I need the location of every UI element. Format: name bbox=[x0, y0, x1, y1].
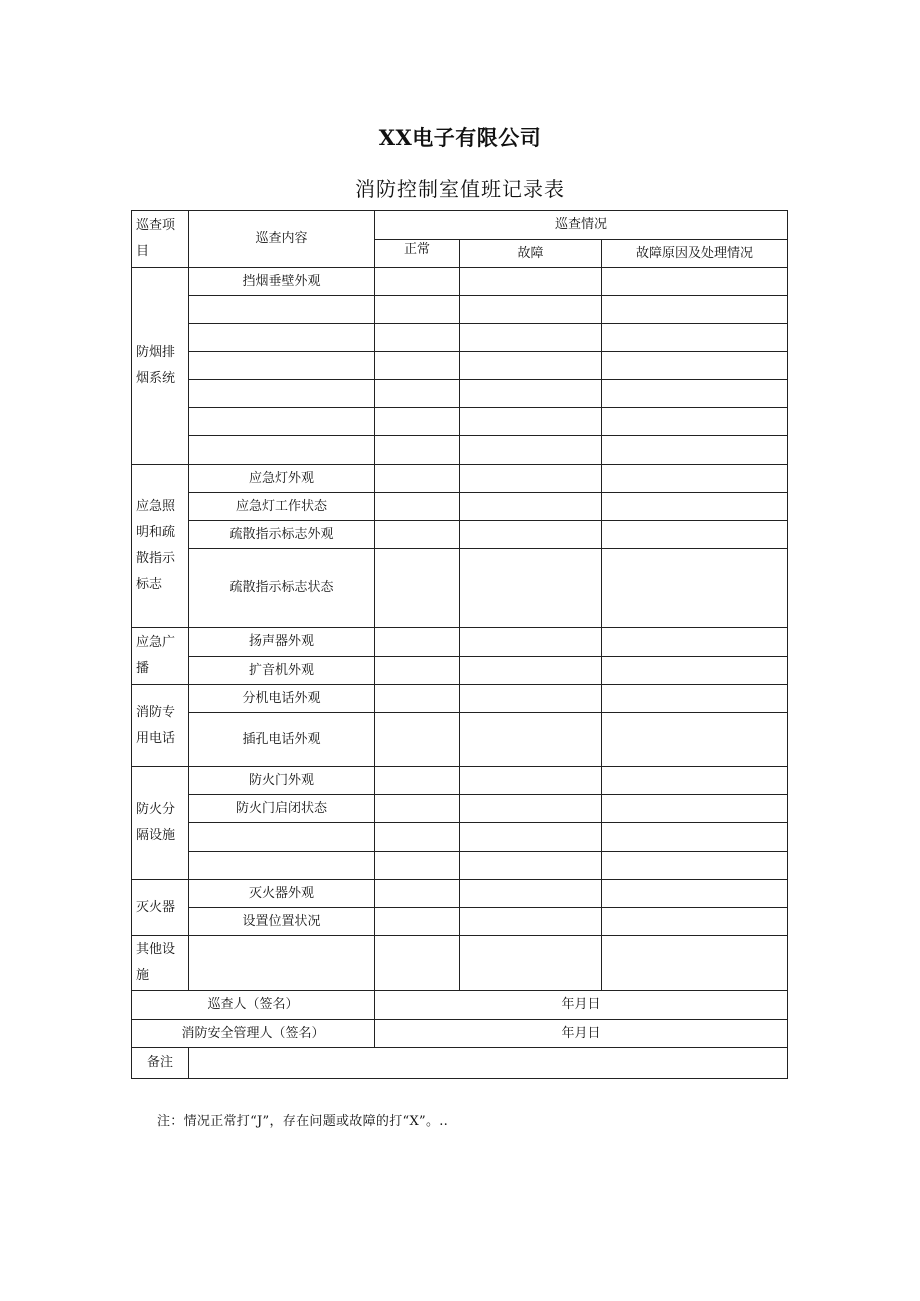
table-row bbox=[132, 657, 788, 685]
fault-reason-cell[interactable] bbox=[602, 880, 788, 908]
category-extinguisher: 灭火器 bbox=[132, 880, 189, 936]
normal-cell[interactable] bbox=[375, 628, 460, 657]
normal-cell[interactable] bbox=[375, 685, 460, 713]
fault-reason-cell[interactable] bbox=[602, 352, 788, 380]
normal-cell[interactable] bbox=[375, 767, 460, 795]
fault-cell[interactable] bbox=[460, 685, 602, 713]
fault-cell[interactable] bbox=[460, 795, 602, 823]
item-cell[interactable] bbox=[189, 936, 375, 991]
inspector-signature-label: 巡查人（签名） bbox=[132, 991, 375, 1020]
fault-reason-cell[interactable] bbox=[602, 549, 788, 628]
table-row bbox=[132, 324, 788, 352]
header-fault-reason: 故障原因及处理情况 bbox=[602, 240, 788, 268]
fault-cell[interactable] bbox=[460, 657, 602, 685]
header-normal: 正常 bbox=[375, 240, 460, 268]
table-row bbox=[132, 685, 788, 713]
item-cell: 扩音机外观 bbox=[189, 657, 375, 685]
normal-cell[interactable] bbox=[375, 823, 460, 852]
fault-cell[interactable] bbox=[460, 880, 602, 908]
item-cell: 疏散指示标志外观 bbox=[189, 521, 375, 549]
fault-reason-cell[interactable] bbox=[602, 685, 788, 713]
normal-cell[interactable] bbox=[375, 380, 460, 408]
fault-cell[interactable] bbox=[460, 823, 602, 852]
normal-cell[interactable] bbox=[375, 465, 460, 493]
fault-cell[interactable] bbox=[460, 936, 602, 991]
item-cell[interactable] bbox=[189, 436, 375, 465]
table-row bbox=[132, 521, 788, 549]
normal-cell[interactable] bbox=[375, 408, 460, 436]
item-cell: 防火门外观 bbox=[189, 767, 375, 795]
fault-cell[interactable] bbox=[460, 268, 602, 296]
item-cell[interactable] bbox=[189, 380, 375, 408]
table-row bbox=[132, 408, 788, 436]
fault-reason-cell[interactable] bbox=[602, 657, 788, 685]
fault-reason-cell[interactable] bbox=[602, 628, 788, 657]
table-row bbox=[132, 823, 788, 852]
normal-cell[interactable] bbox=[375, 936, 460, 991]
fault-reason-cell[interactable] bbox=[602, 380, 788, 408]
manager-signature-label: 消防安全管理人（签名） bbox=[132, 1020, 375, 1048]
normal-cell[interactable] bbox=[375, 436, 460, 465]
item-cell[interactable] bbox=[189, 852, 375, 880]
fault-cell[interactable] bbox=[460, 713, 602, 767]
table-row bbox=[132, 352, 788, 380]
item-cell[interactable] bbox=[189, 296, 375, 324]
item-cell: 设置位置状况 bbox=[189, 908, 375, 936]
fault-reason-cell[interactable] bbox=[602, 713, 788, 767]
table-row bbox=[132, 852, 788, 880]
item-cell[interactable] bbox=[189, 408, 375, 436]
category-fire-separation: 防火分隔设施 bbox=[132, 767, 189, 880]
normal-cell[interactable] bbox=[375, 908, 460, 936]
table-row bbox=[132, 713, 788, 767]
normal-cell[interactable] bbox=[375, 324, 460, 352]
table-row bbox=[132, 465, 788, 493]
fault-cell[interactable] bbox=[460, 296, 602, 324]
remarks-row bbox=[132, 1048, 788, 1079]
form-title: 消防控制室值班记录表 bbox=[355, 177, 565, 201]
table-row bbox=[132, 908, 788, 936]
fault-reason-cell[interactable] bbox=[602, 908, 788, 936]
fault-reason-cell[interactable] bbox=[602, 767, 788, 795]
fault-cell[interactable] bbox=[460, 408, 602, 436]
normal-cell[interactable] bbox=[375, 352, 460, 380]
category-phone: 消防专用电话 bbox=[132, 685, 189, 767]
table-row bbox=[132, 936, 788, 991]
manager-date[interactable]: 年月日 bbox=[375, 1020, 788, 1048]
table-row bbox=[132, 436, 788, 465]
normal-cell[interactable] bbox=[375, 795, 460, 823]
fault-cell[interactable] bbox=[460, 628, 602, 657]
normal-cell[interactable] bbox=[375, 880, 460, 908]
normal-cell[interactable] bbox=[375, 713, 460, 767]
fault-reason-cell[interactable] bbox=[602, 493, 788, 521]
fault-cell[interactable] bbox=[460, 380, 602, 408]
item-cell: 插孔电话外观 bbox=[189, 713, 375, 767]
fault-cell[interactable] bbox=[460, 465, 602, 493]
fault-cell[interactable] bbox=[460, 324, 602, 352]
fault-reason-cell[interactable] bbox=[602, 324, 788, 352]
normal-cell[interactable] bbox=[375, 657, 460, 685]
normal-cell[interactable] bbox=[375, 549, 460, 628]
item-cell: 灭火器外观 bbox=[189, 880, 375, 908]
fault-cell[interactable] bbox=[460, 352, 602, 380]
remarks-label: 备注 bbox=[132, 1048, 189, 1079]
item-cell: 分机电话外观 bbox=[189, 685, 375, 713]
header-fault: 故障 bbox=[460, 240, 602, 268]
remarks-field[interactable] bbox=[189, 1048, 788, 1079]
footnote: 注：情况正常打“J”，存在问题或故障的打“X”。.. bbox=[157, 1114, 449, 1129]
table-row bbox=[132, 880, 788, 908]
fault-cell[interactable] bbox=[460, 852, 602, 880]
category-lighting: 应急照明和疏散指示标志 bbox=[132, 465, 189, 628]
item-cell[interactable] bbox=[189, 823, 375, 852]
table-row bbox=[132, 296, 788, 324]
normal-cell[interactable] bbox=[375, 521, 460, 549]
item-cell: 防火门启闭状态 bbox=[189, 795, 375, 823]
fault-reason-cell[interactable] bbox=[602, 268, 788, 296]
normal-cell[interactable] bbox=[375, 268, 460, 296]
item-cell: 应急灯外观 bbox=[189, 465, 375, 493]
item-cell: 扬声器外观 bbox=[189, 628, 375, 657]
item-cell: 应急灯工作状态 bbox=[189, 493, 375, 521]
table-row bbox=[132, 795, 788, 823]
duty-record-table bbox=[131, 210, 788, 1079]
header-item: 巡查项目 bbox=[132, 211, 189, 268]
item-cell: 挡烟垂壁外观 bbox=[189, 268, 375, 296]
item-cell[interactable] bbox=[189, 352, 375, 380]
fault-reason-cell[interactable] bbox=[602, 436, 788, 465]
signature-row bbox=[132, 1020, 788, 1048]
table-row bbox=[132, 268, 788, 296]
fault-cell[interactable] bbox=[460, 767, 602, 795]
normal-cell[interactable] bbox=[375, 493, 460, 521]
table-row bbox=[132, 380, 788, 408]
fault-reason-cell[interactable] bbox=[602, 408, 788, 436]
table-row bbox=[132, 628, 788, 657]
category-smoke: 防烟排烟系统 bbox=[132, 268, 189, 465]
signature-row bbox=[132, 991, 788, 1020]
fault-reason-cell[interactable] bbox=[602, 296, 788, 324]
table-row bbox=[132, 549, 788, 628]
fault-reason-cell[interactable] bbox=[602, 823, 788, 852]
company-name: XX电子有限公司 bbox=[378, 125, 542, 150]
normal-cell[interactable] bbox=[375, 852, 460, 880]
fault-cell[interactable] bbox=[460, 549, 602, 628]
fault-cell[interactable] bbox=[460, 521, 602, 549]
fault-cell[interactable] bbox=[460, 436, 602, 465]
item-cell[interactable] bbox=[189, 324, 375, 352]
fault-cell[interactable] bbox=[460, 493, 602, 521]
category-other: 其他设施 bbox=[132, 936, 189, 991]
fault-reason-cell[interactable] bbox=[602, 465, 788, 493]
fault-reason-cell[interactable] bbox=[602, 936, 788, 991]
header-status: 巡查情况 bbox=[375, 211, 788, 240]
inspector-date[interactable]: 年月日 bbox=[375, 991, 788, 1020]
item-cell: 疏散指示标志状态 bbox=[189, 549, 375, 628]
fault-reason-cell[interactable] bbox=[602, 795, 788, 823]
normal-cell[interactable] bbox=[375, 296, 460, 324]
fault-reason-cell[interactable] bbox=[602, 521, 788, 549]
category-broadcast: 应急广播 bbox=[132, 628, 189, 685]
table-row bbox=[132, 493, 788, 521]
header-content: 巡查内容 bbox=[189, 211, 375, 268]
fault-cell[interactable] bbox=[460, 908, 602, 936]
fault-reason-cell[interactable] bbox=[602, 852, 788, 880]
table-row bbox=[132, 767, 788, 795]
